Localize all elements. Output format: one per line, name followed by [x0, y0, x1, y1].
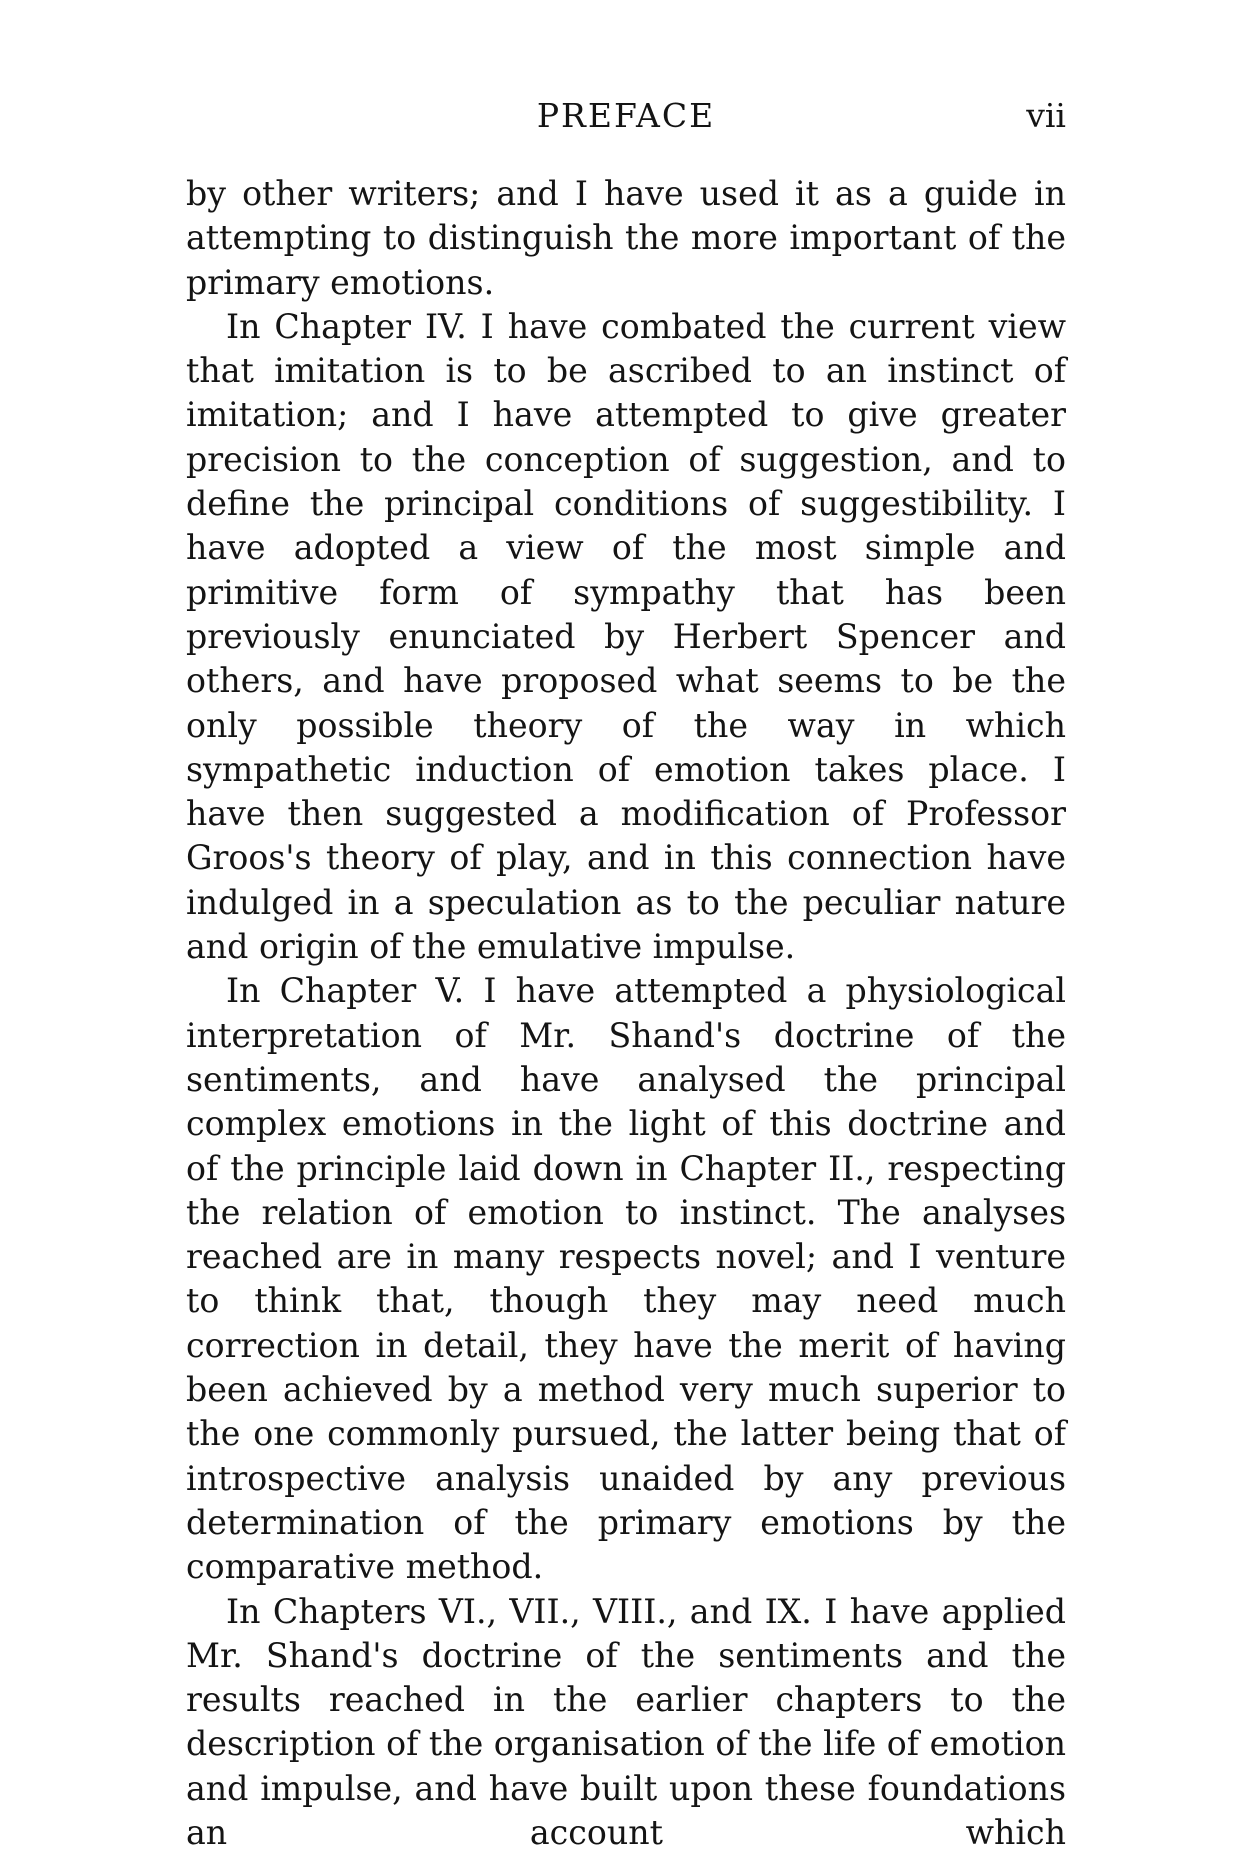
body-text: [186, 172, 1066, 1855]
paragraph-chapter-v: In Chapter V. I have attempted a physiological interpretation of Mr. Shand's doctrine of the sentiments, and have analysed the principal complex emotions in the light of this doctrine and of the principle laid down in Chapter II., respecting the relation of emotion to instinct. The analyses reached are in many respects novel; and I venture to think that, though they may need much correction in detail, they have the merit of having been achieved by a method very much superior to the one commonly pursued, the latter being that of introspective analysis unaided by any previous determination of the primary emotions by the comparative method.: [186, 969, 1066, 1589]
paragraph-continuation: by other writers; and I have used it as a guide in attempting to distinguish the more important of the primary emotions.: [186, 172, 1066, 305]
paragraph-chapters-vi-ix: In Chapters VI., VII., VIII., and IX. I have applied Mr. Shand's doctrine of the sentiments and the results reached in the earlier chapters to the description of the organisation of the life of emotion and impulse, and have built upon these foundations an account which: [186, 1590, 1066, 1855]
running-head: [186, 96, 1066, 140]
running-title: PREFACE: [186, 96, 1066, 135]
page-number: vii: [1026, 96, 1066, 135]
paragraph-chapter-iv: In Chapter IV. I have combated the current view that imitation is to be ascribed to an instinct of imitation; and I have attempted to give greater precision to the conception of suggestion, and to define the principal conditions of suggestibility. I have adopted a view of the most simple and primitive form of sympathy that has been previously enunciated by Herbert Spencer and others, and have proposed what seems to be the only possible theory of the way in which sympathetic induction of emotion takes place. I have then suggested a modification of Professor Groos's theory of play, and in this connection have indulged in a speculation as to the peculiar nature and origin of the emulative impulse.: [186, 305, 1066, 969]
